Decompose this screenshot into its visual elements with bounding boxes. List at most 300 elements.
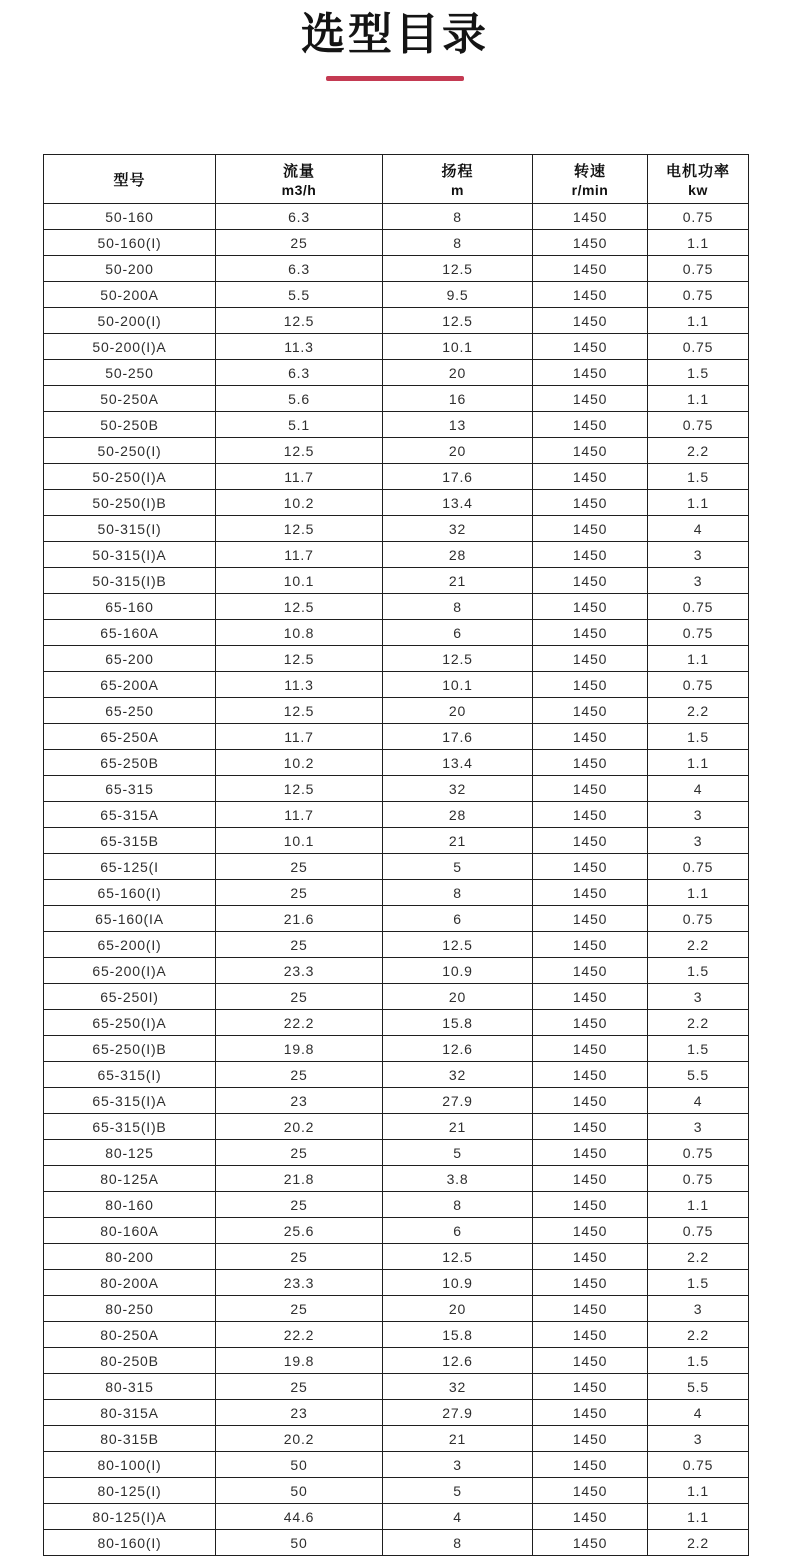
model-cell: 50-250(I)A <box>44 464 216 490</box>
head-cell: 21 <box>383 828 533 854</box>
model-cell: 80-200A <box>44 1270 216 1296</box>
table-row <box>44 958 749 984</box>
head-cell: 15.8 <box>383 1010 533 1036</box>
speed-cell: 1450 <box>533 1140 648 1166</box>
power-cell: 3 <box>648 1296 749 1322</box>
speed-cell: 1450 <box>533 230 648 256</box>
flow-cell: 25 <box>216 932 383 958</box>
table-row <box>44 672 749 698</box>
head-cell: 12.6 <box>383 1348 533 1374</box>
speed-cell: 1450 <box>533 1348 648 1374</box>
model-cell: 65-200 <box>44 646 216 672</box>
head-cell: 6 <box>383 620 533 646</box>
power-cell: 0.75 <box>648 672 749 698</box>
speed-cell: 1450 <box>533 906 648 932</box>
flow-cell: 11.7 <box>216 464 383 490</box>
flow-cell: 10.8 <box>216 620 383 646</box>
power-cell: 3 <box>648 828 749 854</box>
model-cell: 65-200(I) <box>44 932 216 958</box>
table-row <box>44 1036 749 1062</box>
model-cell: 50-250(I) <box>44 438 216 464</box>
model-cell: 80-315 <box>44 1374 216 1400</box>
power-cell: 4 <box>648 776 749 802</box>
model-cell: 80-200 <box>44 1244 216 1270</box>
power-cell: 1.5 <box>648 1036 749 1062</box>
table-row <box>44 1478 749 1504</box>
model-cell: 50-315(I) <box>44 516 216 542</box>
speed-cell: 1450 <box>533 854 648 880</box>
flow-cell: 11.7 <box>216 542 383 568</box>
flow-cell: 12.5 <box>216 698 383 724</box>
model-cell: 50-200 <box>44 256 216 282</box>
speed-cell: 1450 <box>533 1296 648 1322</box>
flow-cell: 19.8 <box>216 1348 383 1374</box>
model-cell: 65-250(I)B <box>44 1036 216 1062</box>
speed-cell: 1450 <box>533 516 648 542</box>
table-row <box>44 594 749 620</box>
power-cell: 1.1 <box>648 386 749 412</box>
flow-cell: 19.8 <box>216 1036 383 1062</box>
head-cell: 17.6 <box>383 724 533 750</box>
speed-cell: 1450 <box>533 828 648 854</box>
table-row <box>44 1140 749 1166</box>
table-row <box>44 308 749 334</box>
power-cell: 2.2 <box>648 438 749 464</box>
table-row <box>44 698 749 724</box>
head-cell: 5 <box>383 1140 533 1166</box>
speed-cell: 1450 <box>533 1036 648 1062</box>
flow-cell: 21.8 <box>216 1166 383 1192</box>
power-cell: 0.75 <box>648 204 749 230</box>
power-cell: 1.5 <box>648 958 749 984</box>
model-cell: 80-250 <box>44 1296 216 1322</box>
flow-cell: 25 <box>216 1296 383 1322</box>
head-cell: 28 <box>383 802 533 828</box>
table-row <box>44 438 749 464</box>
model-cell: 80-125(I) <box>44 1478 216 1504</box>
head-cell: 8 <box>383 594 533 620</box>
table-row <box>44 1426 749 1452</box>
model-cell: 65-315A <box>44 802 216 828</box>
flow-cell: 12.5 <box>216 516 383 542</box>
power-cell: 5.5 <box>648 1062 749 1088</box>
flow-cell: 25.6 <box>216 1218 383 1244</box>
speed-cell: 1450 <box>533 984 648 1010</box>
power-cell: 2.2 <box>648 1244 749 1270</box>
col-header-speed-unit: r/min <box>571 182 609 198</box>
table-row <box>44 568 749 594</box>
speed-cell: 1450 <box>533 1426 648 1452</box>
flow-cell: 12.5 <box>216 438 383 464</box>
power-cell: 1.5 <box>648 1348 749 1374</box>
col-header-power-unit: kw <box>688 182 708 198</box>
head-cell: 16 <box>383 386 533 412</box>
flow-cell: 22.2 <box>216 1322 383 1348</box>
speed-cell: 1450 <box>533 308 648 334</box>
table-row <box>44 932 749 958</box>
table-row <box>44 386 749 412</box>
power-cell: 0.75 <box>648 412 749 438</box>
col-header-model-label: 型号 <box>113 171 146 189</box>
flow-cell: 25 <box>216 854 383 880</box>
head-cell: 12.6 <box>383 1036 533 1062</box>
model-cell: 80-315A <box>44 1400 216 1426</box>
table-row <box>44 854 749 880</box>
model-cell: 50-250 <box>44 360 216 386</box>
power-cell: 0.75 <box>648 854 749 880</box>
table-row <box>44 1244 749 1270</box>
flow-cell: 10.2 <box>216 490 383 516</box>
model-cell: 65-315 <box>44 776 216 802</box>
power-cell: 0.75 <box>648 1140 749 1166</box>
flow-cell: 11.7 <box>216 724 383 750</box>
power-cell: 1.1 <box>648 1478 749 1504</box>
model-cell: 65-250B <box>44 750 216 776</box>
head-cell: 13.4 <box>383 750 533 776</box>
head-cell: 12.5 <box>383 256 533 282</box>
catalog-table-body <box>44 204 749 1556</box>
power-cell: 0.75 <box>648 620 749 646</box>
table-row <box>44 1452 749 1478</box>
flow-cell: 10.1 <box>216 568 383 594</box>
power-cell: 0.75 <box>648 594 749 620</box>
head-cell: 10.1 <box>383 672 533 698</box>
flow-cell: 25 <box>216 1140 383 1166</box>
model-cell: 65-315(I) <box>44 1062 216 1088</box>
speed-cell: 1450 <box>533 256 648 282</box>
table-row <box>44 750 749 776</box>
head-cell: 13.4 <box>383 490 533 516</box>
flow-cell: 12.5 <box>216 776 383 802</box>
model-cell: 65-250I) <box>44 984 216 1010</box>
flow-cell: 5.1 <box>216 412 383 438</box>
table-row <box>44 1296 749 1322</box>
head-cell: 9.5 <box>383 282 533 308</box>
model-cell: 65-200(I)A <box>44 958 216 984</box>
head-cell: 20 <box>383 438 533 464</box>
head-cell: 20 <box>383 698 533 724</box>
model-cell: 80-125 <box>44 1140 216 1166</box>
table-row <box>44 1062 749 1088</box>
head-cell: 8 <box>383 204 533 230</box>
table-row <box>44 1530 749 1556</box>
power-cell: 1.1 <box>648 880 749 906</box>
col-header-power-label: 电机功率 <box>665 163 730 180</box>
header-row <box>44 155 749 204</box>
flow-cell: 6.3 <box>216 360 383 386</box>
head-cell: 32 <box>383 776 533 802</box>
model-cell: 50-160 <box>44 204 216 230</box>
model-cell: 50-315(I)B <box>44 568 216 594</box>
model-cell: 65-125(I <box>44 854 216 880</box>
table-row <box>44 880 749 906</box>
head-cell: 12.5 <box>383 932 533 958</box>
head-cell: 15.8 <box>383 1322 533 1348</box>
model-cell: 65-160(IA <box>44 906 216 932</box>
power-cell: 1.1 <box>648 230 749 256</box>
selection-catalog-table <box>43 154 749 1556</box>
head-cell: 17.6 <box>383 464 533 490</box>
model-cell: 65-315B <box>44 828 216 854</box>
power-cell: 0.75 <box>648 282 749 308</box>
speed-cell: 1450 <box>533 360 648 386</box>
head-cell: 6 <box>383 906 533 932</box>
head-cell: 3.8 <box>383 1166 533 1192</box>
speed-cell: 1450 <box>533 776 648 802</box>
speed-cell: 1450 <box>533 490 648 516</box>
speed-cell: 1450 <box>533 932 648 958</box>
flow-cell: 5.6 <box>216 386 383 412</box>
flow-cell: 23.3 <box>216 958 383 984</box>
power-cell: 4 <box>648 1400 749 1426</box>
table-row <box>44 1400 749 1426</box>
table-row <box>44 1270 749 1296</box>
table-row <box>44 906 749 932</box>
head-cell: 20 <box>383 360 533 386</box>
speed-cell: 1450 <box>533 594 648 620</box>
flow-cell: 20.2 <box>216 1114 383 1140</box>
col-header-head-unit: m <box>451 182 464 198</box>
flow-cell: 25 <box>216 880 383 906</box>
head-cell: 12.5 <box>383 646 533 672</box>
flow-cell: 50 <box>216 1452 383 1478</box>
table-row <box>44 802 749 828</box>
flow-cell: 11.7 <box>216 802 383 828</box>
speed-cell: 1450 <box>533 542 648 568</box>
speed-cell: 1450 <box>533 1166 648 1192</box>
speed-cell: 1450 <box>533 1114 648 1140</box>
head-cell: 13 <box>383 412 533 438</box>
speed-cell: 1450 <box>533 672 648 698</box>
power-cell: 1.1 <box>648 490 749 516</box>
power-cell: 1.5 <box>648 464 749 490</box>
table-row <box>44 1374 749 1400</box>
speed-cell: 1450 <box>533 386 648 412</box>
model-cell: 80-125A <box>44 1166 216 1192</box>
col-header-speed-label: 转速 <box>573 163 606 180</box>
model-cell: 65-315(I)A <box>44 1088 216 1114</box>
table-row <box>44 516 749 542</box>
flow-cell: 5.5 <box>216 282 383 308</box>
flow-cell: 10.2 <box>216 750 383 776</box>
table-row <box>44 1504 749 1530</box>
page-title: 选型目录 <box>301 10 489 59</box>
head-cell: 21 <box>383 1426 533 1452</box>
model-cell: 50-250B <box>44 412 216 438</box>
power-cell: 3 <box>648 802 749 828</box>
table-row <box>44 464 749 490</box>
head-cell: 3 <box>383 1452 533 1478</box>
head-cell: 10.9 <box>383 958 533 984</box>
speed-cell: 1450 <box>533 1478 648 1504</box>
model-cell: 65-315(I)B <box>44 1114 216 1140</box>
model-cell: 80-160A <box>44 1218 216 1244</box>
head-cell: 12.5 <box>383 1244 533 1270</box>
power-cell: 3 <box>648 1114 749 1140</box>
speed-cell: 1450 <box>533 620 648 646</box>
head-cell: 8 <box>383 1192 533 1218</box>
power-cell: 0.75 <box>648 256 749 282</box>
table-row <box>44 256 749 282</box>
power-cell: 1.1 <box>648 750 749 776</box>
table-row <box>44 490 749 516</box>
power-cell: 2.2 <box>648 698 749 724</box>
speed-cell: 1450 <box>533 1192 648 1218</box>
table-row <box>44 1088 749 1114</box>
speed-cell: 1450 <box>533 958 648 984</box>
speed-cell: 1450 <box>533 1374 648 1400</box>
flow-cell: 23 <box>216 1088 383 1114</box>
speed-cell: 1450 <box>533 646 648 672</box>
flow-cell: 12.5 <box>216 594 383 620</box>
head-cell: 5 <box>383 854 533 880</box>
table-row <box>44 542 749 568</box>
flow-cell: 6.3 <box>216 256 383 282</box>
table-row <box>44 776 749 802</box>
model-cell: 65-160(I) <box>44 880 216 906</box>
table-row <box>44 724 749 750</box>
model-cell: 65-250(I)A <box>44 1010 216 1036</box>
power-cell: 1.5 <box>648 1270 749 1296</box>
speed-cell: 1450 <box>533 1010 648 1036</box>
speed-cell: 1450 <box>533 204 648 230</box>
power-cell: 1.1 <box>648 1192 749 1218</box>
table-row <box>44 646 749 672</box>
head-cell: 8 <box>383 1530 533 1556</box>
flow-cell: 25 <box>216 1244 383 1270</box>
speed-cell: 1450 <box>533 880 648 906</box>
table-row <box>44 360 749 386</box>
table-row <box>44 230 749 256</box>
table-row <box>44 412 749 438</box>
speed-cell: 1450 <box>533 464 648 490</box>
col-header-head-label: 扬程 <box>441 163 474 180</box>
head-cell: 20 <box>383 984 533 1010</box>
power-cell: 0.75 <box>648 1218 749 1244</box>
flow-cell: 10.1 <box>216 828 383 854</box>
head-cell: 21 <box>383 1114 533 1140</box>
flow-cell: 21.6 <box>216 906 383 932</box>
power-cell: 0.75 <box>648 1452 749 1478</box>
head-cell: 12.5 <box>383 308 533 334</box>
head-cell: 8 <box>383 880 533 906</box>
model-cell: 50-160(I) <box>44 230 216 256</box>
speed-cell: 1450 <box>533 802 648 828</box>
model-cell: 80-160(I) <box>44 1530 216 1556</box>
speed-cell: 1450 <box>533 750 648 776</box>
speed-cell: 1450 <box>533 1270 648 1296</box>
table-row <box>44 1166 749 1192</box>
power-cell: 1.5 <box>648 360 749 386</box>
speed-cell: 1450 <box>533 1322 648 1348</box>
col-header-head <box>383 155 533 204</box>
table-row <box>44 1218 749 1244</box>
flow-cell: 25 <box>216 1374 383 1400</box>
power-cell: 0.75 <box>648 334 749 360</box>
speed-cell: 1450 <box>533 1530 648 1556</box>
head-cell: 8 <box>383 230 533 256</box>
speed-cell: 1450 <box>533 1504 648 1530</box>
speed-cell: 1450 <box>533 1244 648 1270</box>
head-cell: 4 <box>383 1504 533 1530</box>
speed-cell: 1450 <box>533 698 648 724</box>
head-cell: 27.9 <box>383 1088 533 1114</box>
model-cell: 50-200(I) <box>44 308 216 334</box>
head-cell: 10.1 <box>383 334 533 360</box>
model-cell: 80-250A <box>44 1322 216 1348</box>
flow-cell: 25 <box>216 1192 383 1218</box>
head-cell: 6 <box>383 1218 533 1244</box>
power-cell: 3 <box>648 542 749 568</box>
table-row <box>44 1348 749 1374</box>
col-header-flow-unit: m3/h <box>281 182 317 198</box>
power-cell: 5.5 <box>648 1374 749 1400</box>
table-row <box>44 1114 749 1140</box>
power-cell: 2.2 <box>648 1010 749 1036</box>
power-cell: 1.5 <box>648 724 749 750</box>
power-cell: 2.2 <box>648 932 749 958</box>
power-cell: 0.75 <box>648 1166 749 1192</box>
model-cell: 80-250B <box>44 1348 216 1374</box>
table-row <box>44 1010 749 1036</box>
table-row <box>44 282 749 308</box>
table-header <box>44 155 749 204</box>
speed-cell: 1450 <box>533 568 648 594</box>
power-cell: 2.2 <box>648 1322 749 1348</box>
head-cell: 32 <box>383 1062 533 1088</box>
head-cell: 32 <box>383 1374 533 1400</box>
power-cell: 1.1 <box>648 1504 749 1530</box>
speed-cell: 1450 <box>533 1452 648 1478</box>
title-underline-bar <box>326 76 464 81</box>
table-row <box>44 204 749 230</box>
table-row <box>44 984 749 1010</box>
table-row <box>44 1192 749 1218</box>
model-cell: 80-315B <box>44 1426 216 1452</box>
table-row <box>44 334 749 360</box>
power-cell: 3 <box>648 1426 749 1452</box>
model-cell: 65-200A <box>44 672 216 698</box>
head-cell: 27.9 <box>383 1400 533 1426</box>
col-header-flow <box>216 155 383 204</box>
flow-cell: 12.5 <box>216 308 383 334</box>
head-cell: 5 <box>383 1478 533 1504</box>
flow-cell: 50 <box>216 1530 383 1556</box>
model-cell: 50-200A <box>44 282 216 308</box>
model-cell: 65-250A <box>44 724 216 750</box>
model-cell: 50-250(I)B <box>44 490 216 516</box>
power-cell: 0.75 <box>648 906 749 932</box>
flow-cell: 6.3 <box>216 204 383 230</box>
model-cell: 50-250A <box>44 386 216 412</box>
speed-cell: 1450 <box>533 412 648 438</box>
head-cell: 21 <box>383 568 533 594</box>
model-cell: 50-200(I)A <box>44 334 216 360</box>
head-cell: 10.9 <box>383 1270 533 1296</box>
flow-cell: 23 <box>216 1400 383 1426</box>
speed-cell: 1450 <box>533 282 648 308</box>
flow-cell: 22.2 <box>216 1010 383 1036</box>
col-header-power <box>648 155 749 204</box>
model-cell: 65-160 <box>44 594 216 620</box>
flow-cell: 44.6 <box>216 1504 383 1530</box>
flow-cell: 11.3 <box>216 672 383 698</box>
col-header-model <box>44 155 216 204</box>
table-row <box>44 1322 749 1348</box>
col-header-flow-label: 流量 <box>282 163 315 180</box>
flow-cell: 50 <box>216 1478 383 1504</box>
table-row <box>44 620 749 646</box>
